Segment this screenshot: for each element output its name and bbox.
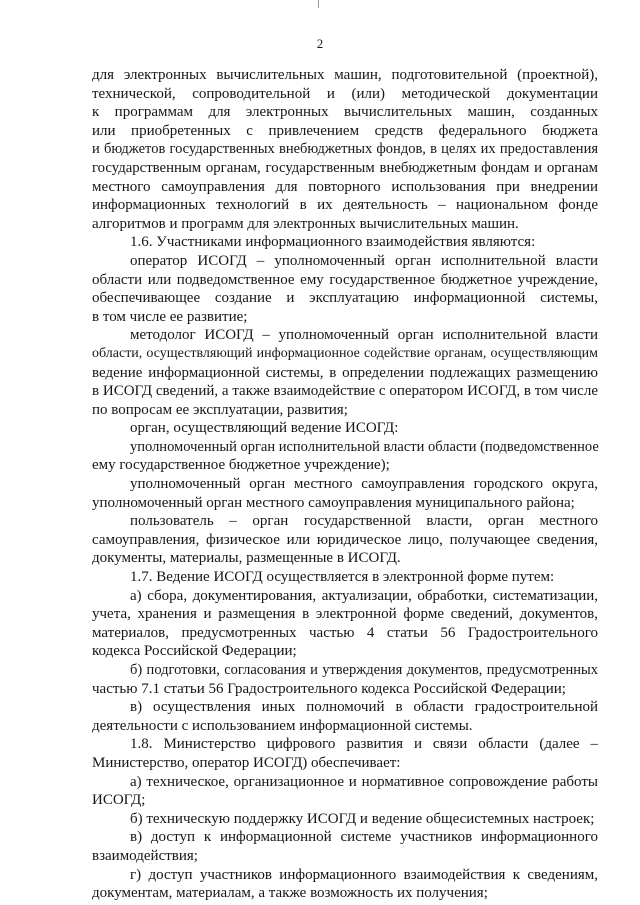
text-line: орган, осуществляющий ведение ИСОГД: (130, 420, 399, 437)
text-line: технической, сопроводительной и (или) методической документации (92, 85, 598, 102)
text-line: а) сбора, документирования, актуализации, обработки, систематизации, (130, 587, 598, 604)
text-line: документы, материалы, размещенные в ИСОГД. (92, 550, 401, 567)
text-line: для электронных вычислительных машин, подготовительной (проектной), (92, 67, 598, 83)
text-line: государственным органам, государственным внебюджетным фондам и органам (92, 159, 598, 176)
text-line: 1.7. Ведение ИСОГД осуществляется в электронной форме путем: (130, 569, 555, 586)
text-line: документам, материалам, а также возможность их получения; (92, 885, 488, 902)
text-line: самоуправления, физическое или юридическое лицо, получающее сведения, (92, 531, 598, 548)
text-line: обеспечивающее создание и эксплуатацию информационной системы, (92, 290, 598, 307)
text-line: области или подведомственное ему государственное бюджетное учреждение, (92, 271, 598, 288)
text-line: Министерство, оператор ИСОГД) обеспечивает: (92, 754, 401, 771)
text-line: б) подготовки, согласования и утверждения документов, предусмотренных (130, 662, 598, 678)
body-text (92, 66, 598, 903)
text-line: а) техническое, организационное и нормативное сопровождение работы (130, 773, 598, 790)
text-line: 1.6. Участниками информационного взаимодействия являются: (130, 234, 536, 251)
text-line: методолог ИСОГД – уполномоченный орган исполнительной власти (130, 327, 598, 344)
text-line: уполномоченный орган исполнительной власти области (подведомственное (130, 438, 599, 455)
text-line: в) доступ к информационной системе участников информационного (130, 829, 598, 846)
text-line: б) техническую поддержку ИСОГД и ведение общесистемных настроек; (130, 810, 595, 827)
text-line: пользователь – орган государственной власти, орган местного (130, 513, 598, 530)
text-line: и бюджетов государственных внебюджетных фондов, в целях их предоставления (92, 141, 598, 158)
text-line: 1.8. Министерство цифрового развития и связи области (далее – (130, 736, 598, 753)
text-line: или приобретенных с привлечением средств федерального бюджета (92, 122, 598, 139)
text-line: в) осуществления иных полномочий в области градостроительной (130, 699, 598, 716)
text-line: учета, хранения и размещения в электронной форме сведений, документов, (92, 606, 598, 623)
text-line: деятельности с использованием информационной системы. (92, 717, 473, 734)
text-line: алгоритмов и программ для электронных вычислительных машин. (92, 215, 519, 232)
text-line: в том числе ее развитие; (92, 308, 248, 325)
text-line: по вопросам ее эксплуатации, развития; (92, 401, 348, 418)
text-line: области, осуществляющий информационное содействие органам, осуществляющим (92, 345, 598, 361)
text-line: уполномоченный орган местного самоуправления городского округа, (130, 476, 598, 493)
text-line: местного самоуправления для повторного использования при внедрении (92, 178, 598, 195)
text-line: ИСОГД; (92, 792, 146, 809)
text-line: ему государственное бюджетное учреждение); (92, 457, 390, 474)
text-line: оператор ИСОГД – уполномоченный орган исполнительной власти (130, 252, 598, 269)
text-line: ведение информационной системы, в определении подлежащих размещению (92, 364, 598, 381)
text-line: г) доступ участников информационного взаимодействия к сведениям, (130, 866, 598, 883)
text-line: материалов, предусмотренных частью 4 статьи 56 Градостроительного (92, 624, 598, 641)
text-line: информационных технологий в их деятельность – национальном фонде (92, 197, 598, 214)
text-line: уполномоченный орган местного самоуправления муниципального района; (92, 494, 575, 511)
scan-mark (318, 0, 319, 8)
page-number: 2 (316, 36, 324, 51)
text-line: кодекса Российской Федерации; (92, 643, 297, 660)
text-line: взаимодействия; (92, 847, 198, 864)
text-line: в ИСОГД сведений, а также взаимодействие с оператором ИСОГД, в том числе (92, 383, 598, 400)
text-line: к программам для электронных вычислительных машин, созданных (92, 104, 598, 121)
text-line: частью 7.1 статьи 56 Градостроительного кодекса Российской Федерации; (92, 680, 566, 697)
